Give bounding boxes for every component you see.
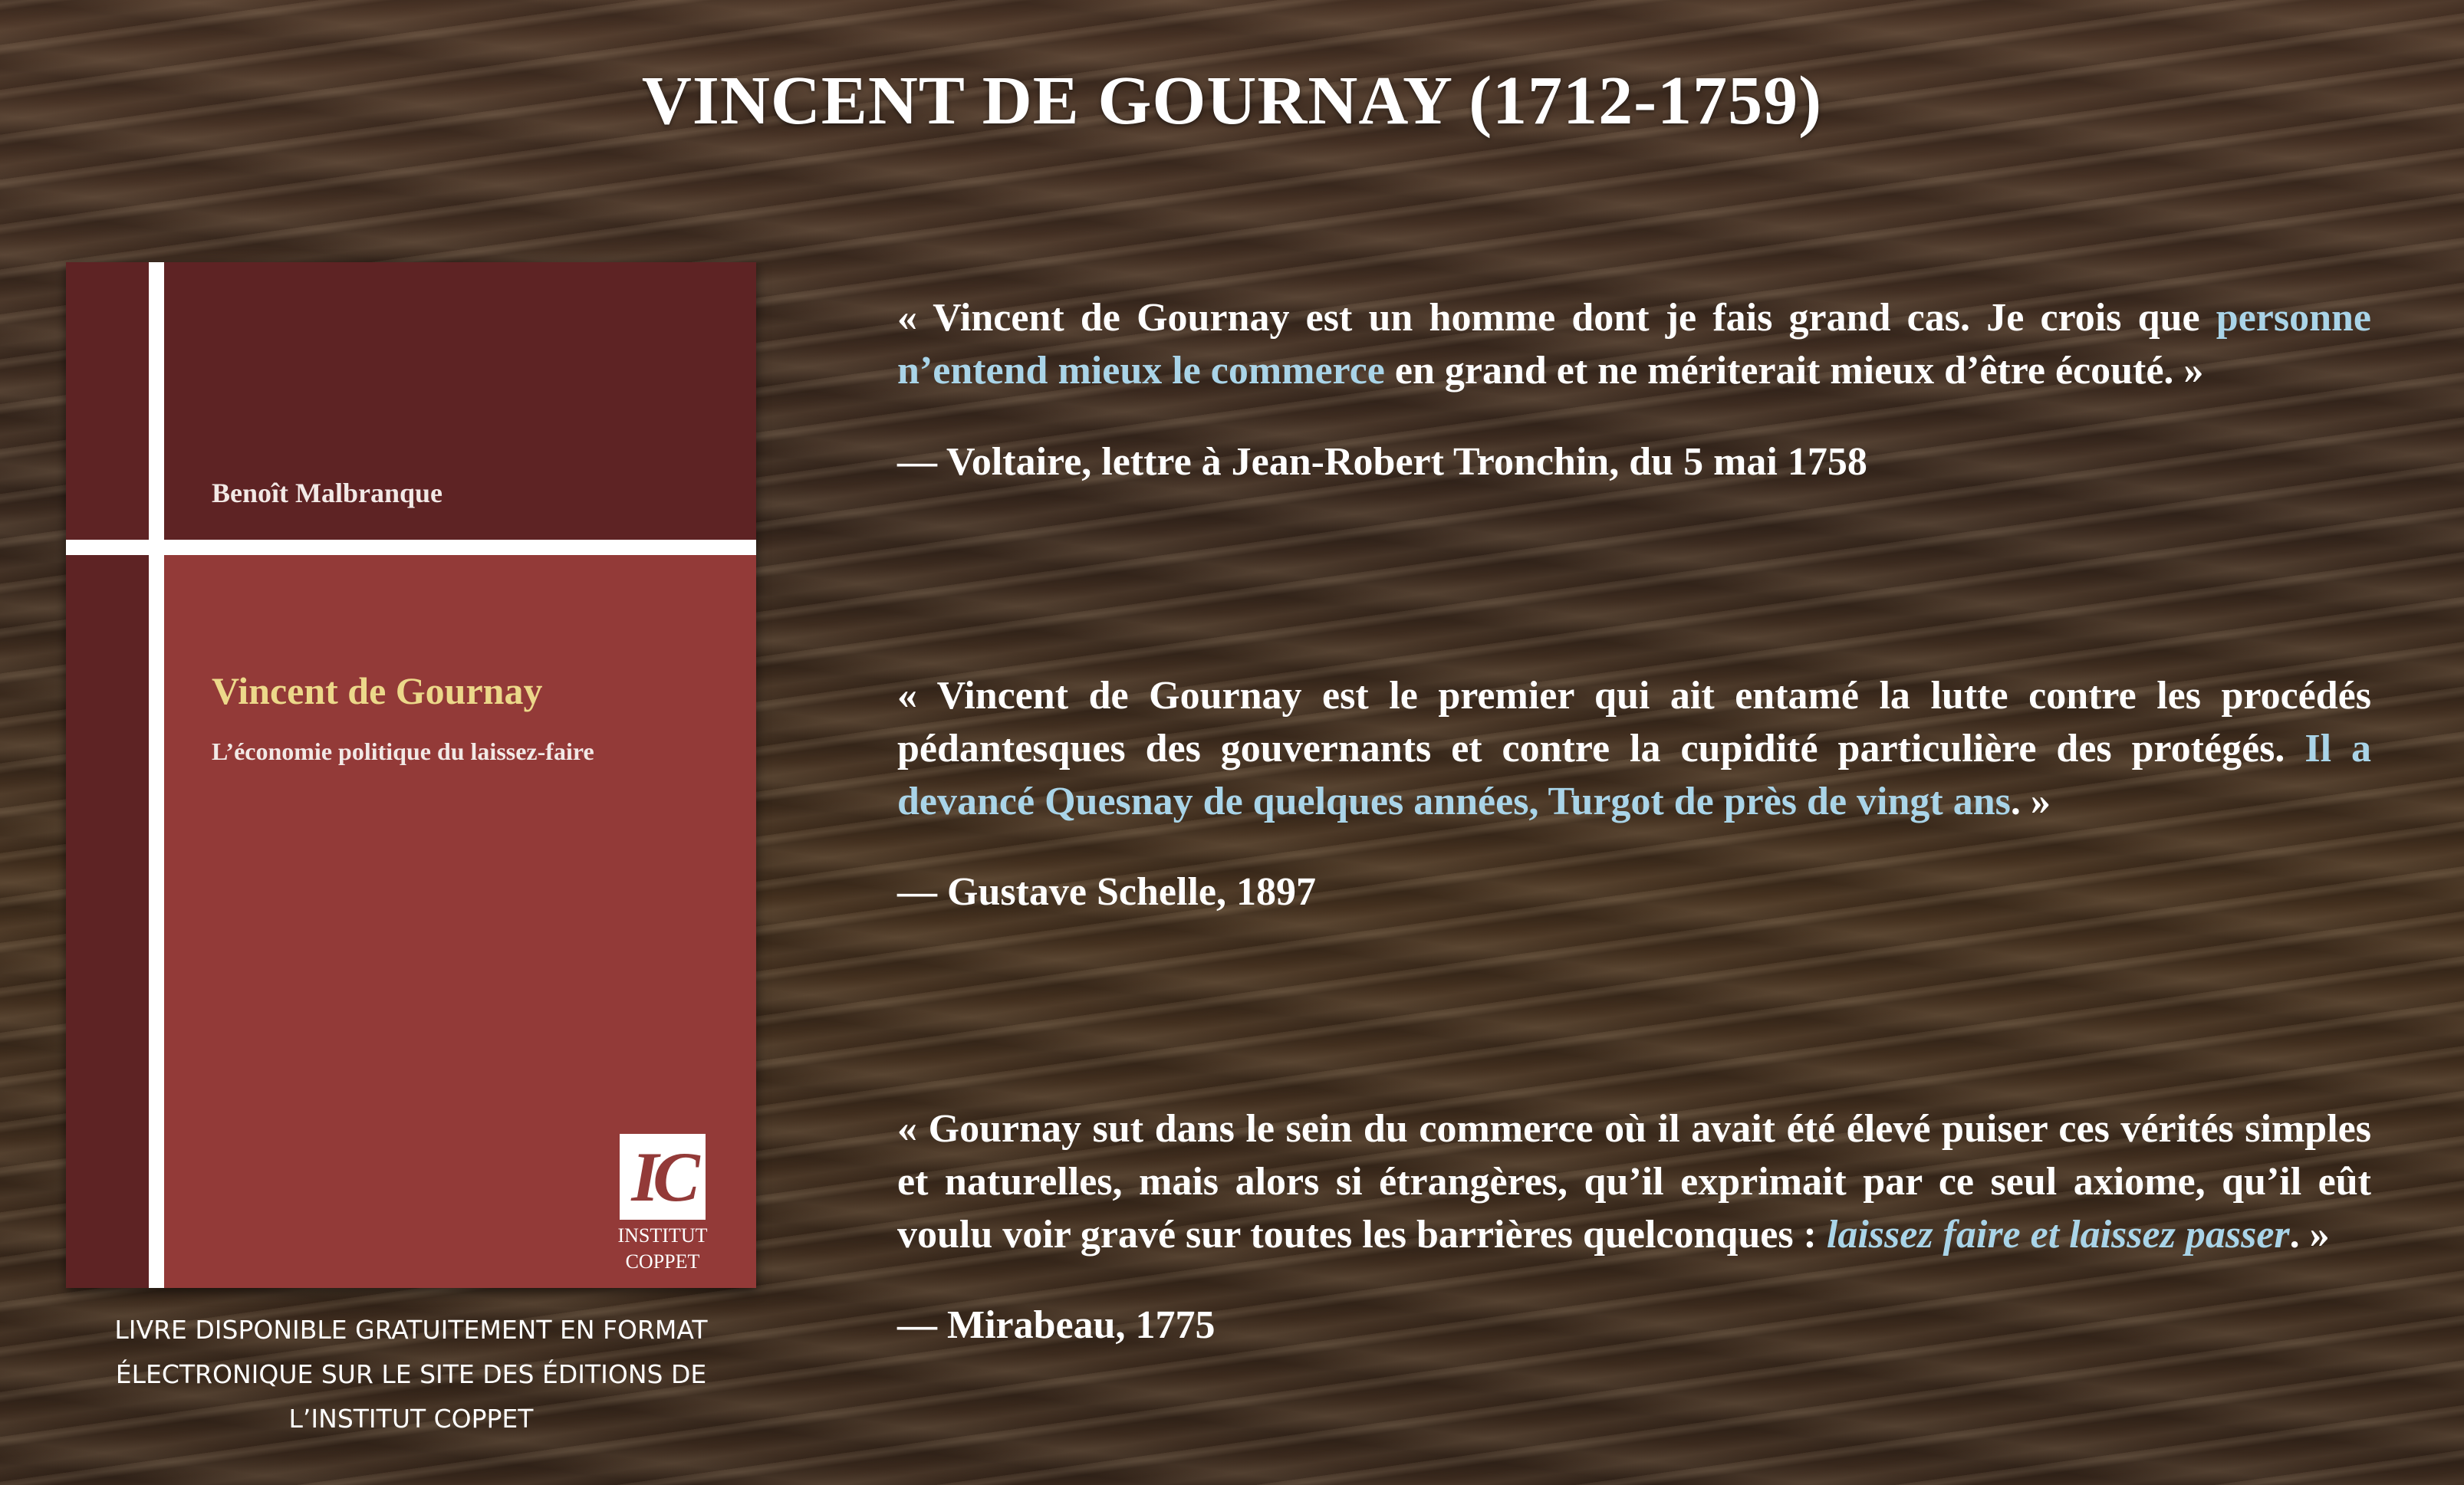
logo-text-line1: INSTITUT xyxy=(617,1224,708,1247)
book-title: Vincent de Gournay xyxy=(212,669,543,712)
book-subtitle: L’économie politique du laissez-faire xyxy=(212,738,594,765)
cover-horizontal-stripe xyxy=(66,540,756,555)
cover-vertical-stripe xyxy=(149,262,164,1288)
quote-highlight: personne n’entend mieux le commerce xyxy=(897,296,2371,393)
caption-line: ÉLECTRONIQUE SUR LE SITE DES ÉDITIONS DE xyxy=(115,1359,707,1389)
book-cover xyxy=(66,262,756,1288)
quote-mirabeau xyxy=(897,1102,2371,1352)
availability-caption xyxy=(66,1308,756,1441)
quote-attribution: — Gustave Schelle, 1897 xyxy=(897,870,1316,914)
quote-attribution: — Voltaire, lettre à Jean-Robert Tronchin, du 5 mai 1758 xyxy=(897,440,1867,484)
quote-text xyxy=(897,291,2371,397)
quote-voltaire xyxy=(897,291,2371,488)
quote-attribution: — Mirabeau, 1775 xyxy=(897,1303,1216,1347)
caption-line: LIVRE DISPONIBLE GRATUITEMENT EN FORMAT xyxy=(114,1315,708,1345)
quote-highlight: Il a devancé Quesnay de quelques années, Turgot de près de vingt ans xyxy=(897,727,2371,823)
quote-text-part: . » xyxy=(2010,780,2051,823)
quote-text-part: « Gournay sut dans le sein du commerce où il avait été élevé puiser ces vérités simples et naturelles, mais alors si étrangères, qu’il exprimait par ce seul axiome, qu’il eût voulu voir gravé sur toutes les barrières quelconques : xyxy=(897,1107,2371,1257)
quote-text-part: . » xyxy=(2289,1213,2330,1257)
logo-mark: IC xyxy=(620,1134,706,1220)
page-title: VINCENT DE GOURNAY (1712-1759) xyxy=(641,63,1823,139)
logo-text-line2: COPPET xyxy=(625,1250,700,1273)
quote-text xyxy=(897,669,2371,828)
quote-text-part: en grand et ne mériterait mieux d’être écouté. » xyxy=(1384,349,2204,393)
book-author: Benoît Malbranque xyxy=(212,478,443,508)
quote-text xyxy=(897,1102,2371,1261)
caption-line: L’INSTITUT COPPET xyxy=(288,1404,534,1434)
institut-coppet-logo xyxy=(617,1134,709,1272)
cover-left-band xyxy=(66,262,149,1288)
quote-schelle xyxy=(897,669,2371,918)
quote-highlight: laissez faire et laissez passer xyxy=(1826,1213,2290,1257)
quote-text-part: « Vincent de Gournay est le premier qui ait entamé la lutte contre les procédés pédantesques des gouvernants et contre la cupidité particulière des protégés. xyxy=(897,674,2371,770)
quote-text-part: « Vincent de Gournay est un homme dont je fais grand cas. Je crois que xyxy=(897,296,2216,340)
